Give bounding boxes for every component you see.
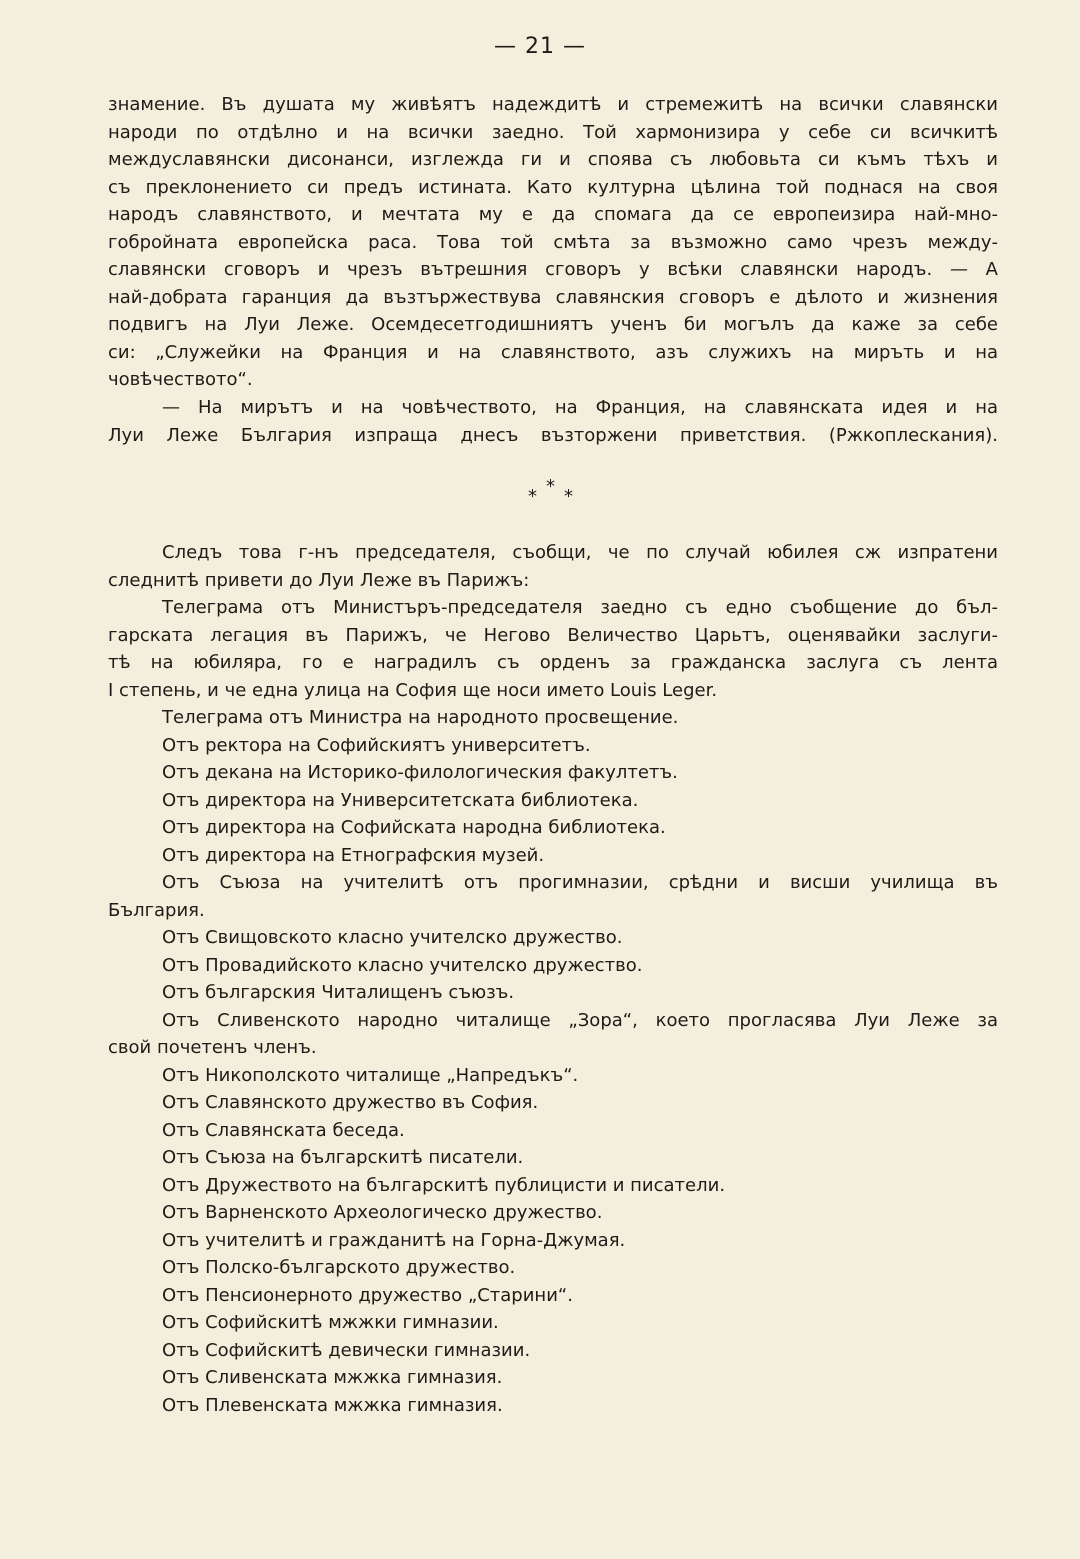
greeting-item: Отъ Свищовското класно учителско дружество. <box>162 927 623 948</box>
greeting-item: Отъ Софийскитѣ девически гимназии. <box>162 1339 531 1361</box>
text-line: подвигъ на Луи Леже. Осемдесетгодишниятъ ученъ би могълъ да каже за себе <box>108 314 998 335</box>
text-line: Телеграма отъ Министъръ-председателя заедно съ едно съобщение до бъл- <box>162 597 998 618</box>
greeting-item: Отъ директора на Софийската народна библиотека. <box>162 817 666 838</box>
text-line: най-добрата гаранция да възтържествува славянския сговоръ е дѣлото и жизнения <box>108 286 998 308</box>
paragraph-slavdom <box>108 91 998 394</box>
text-line: следнитѣ привети до Луи Леже въ Парижъ: <box>108 569 530 591</box>
text-line: гарската легация въ Парижъ, че Негово Величество Царьтъ, оценявайки заслуги- <box>108 624 998 646</box>
greeting-item: Отъ Съюза на учителитѣ отъ прогимназии, срѣдни и висши училища въ <box>162 872 998 893</box>
text-line: съ преклонението си предъ истината. Като културна цѣлина той поднася на своя <box>108 176 998 198</box>
paragraph-closing <box>108 394 998 449</box>
text-line: славянски сговоръ и чрезъ вътрешния сговоръ у всѣки славянски народъ. — А <box>108 259 998 280</box>
greeting-item: Телеграма отъ Министра на народното просвещение. <box>162 707 679 728</box>
text-line: знамение. Въ душата му живѣятъ надеждитѣ и стремежитѣ на всички славянски <box>108 94 998 115</box>
text-line: I степень, и че една улица на София ще носи името Louis Leger. <box>108 679 718 701</box>
separator-star: * <box>564 486 573 507</box>
greeting-item: Отъ Никополското читалище „Напредъкъ“. <box>162 1064 579 1086</box>
greeting-item: Отъ българския Читалищенъ съюзъ. <box>162 982 515 1003</box>
text-line: Следъ това г-нъ председателя, съобщи, че по случай юбилея сж изпратени <box>162 542 998 563</box>
greeting-item: Отъ Съюза на българскитѣ писатели. <box>162 1147 524 1168</box>
text-line: народъ славянството, и мечтата му е да спомага да се европеизира най-мно- <box>108 204 998 225</box>
text-line: — На мирътъ и на човѣчеството, на Франция, на славянската идея и на <box>162 397 998 418</box>
greeting-item: Отъ Славянското дружество въ София. <box>162 1092 539 1113</box>
page-number: — 21 — <box>494 34 586 59</box>
section-separator <box>0 478 1080 512</box>
text-line: тѣ на юбиляра, го е наградилъ съ орденъ за гражданска заслуга съ лента <box>108 652 998 673</box>
separator-star: * <box>528 486 537 507</box>
paragraph-greetings-intro <box>108 539 998 1419</box>
text-line: България. <box>108 899 205 921</box>
greeting-item: Отъ ректора на Софийскиятъ университетъ. <box>162 734 591 756</box>
greeting-item: Отъ Плевенската мжжка гимназия. <box>162 1394 503 1416</box>
text-line: Луи Леже България изпраща днесъ възторжени приветствия. (Ржкоплескания). <box>108 424 998 446</box>
greeting-item: Отъ Пенсионерното дружество „Старини“. <box>162 1284 573 1306</box>
greeting-item: Отъ Софийскитѣ мжжки гимназии. <box>162 1312 499 1333</box>
greeting-item: Отъ Варненското Археологическо дружество. <box>162 1202 603 1223</box>
greeting-item: Отъ директора на Университетската библиотека. <box>162 789 639 811</box>
greeting-item: Отъ Провадийското класно учителско дружество. <box>162 954 643 976</box>
text-line: народи по отдѣлно и на всички заедно. Той хармонизира у себе си всичкитѣ <box>108 121 998 143</box>
greeting-item: Отъ учителитѣ и гражданитѣ на Горна-Джумая. <box>162 1229 626 1251</box>
greeting-item: Отъ Славянската беседа. <box>162 1119 405 1141</box>
text-line: междуславянски дисонанси, изглежда ги и споява съ любовьта си къмъ тѣхъ и <box>108 149 998 170</box>
separator-star: * <box>546 476 555 497</box>
text-line: си: „Служейки на Франция и на славянството, азъ служихъ на миръть и на <box>108 341 998 363</box>
greeting-item: Отъ Сливенското народно читалище „Зора“, което прогласява Луи Леже за <box>162 1009 998 1031</box>
greeting-item: Отъ Сливенската мжжка гимназия. <box>162 1367 503 1388</box>
text-line: човѣчеството“. <box>108 369 253 390</box>
text-line: свой почетенъ членъ. <box>108 1037 317 1058</box>
greeting-item: Отъ декана на Историко-филологическия факултетъ. <box>162 762 678 783</box>
greeting-item: Отъ Дружеството на българскитѣ публицисти и писатели. <box>162 1174 726 1196</box>
text-line: гобройната европейска раса. Това той смѣта за възможно само чрезъ между- <box>108 231 998 253</box>
greeting-item: Отъ директора на Етнографския музей. <box>162 844 545 866</box>
greeting-item: Отъ Полско-българското дружество. <box>162 1257 516 1278</box>
